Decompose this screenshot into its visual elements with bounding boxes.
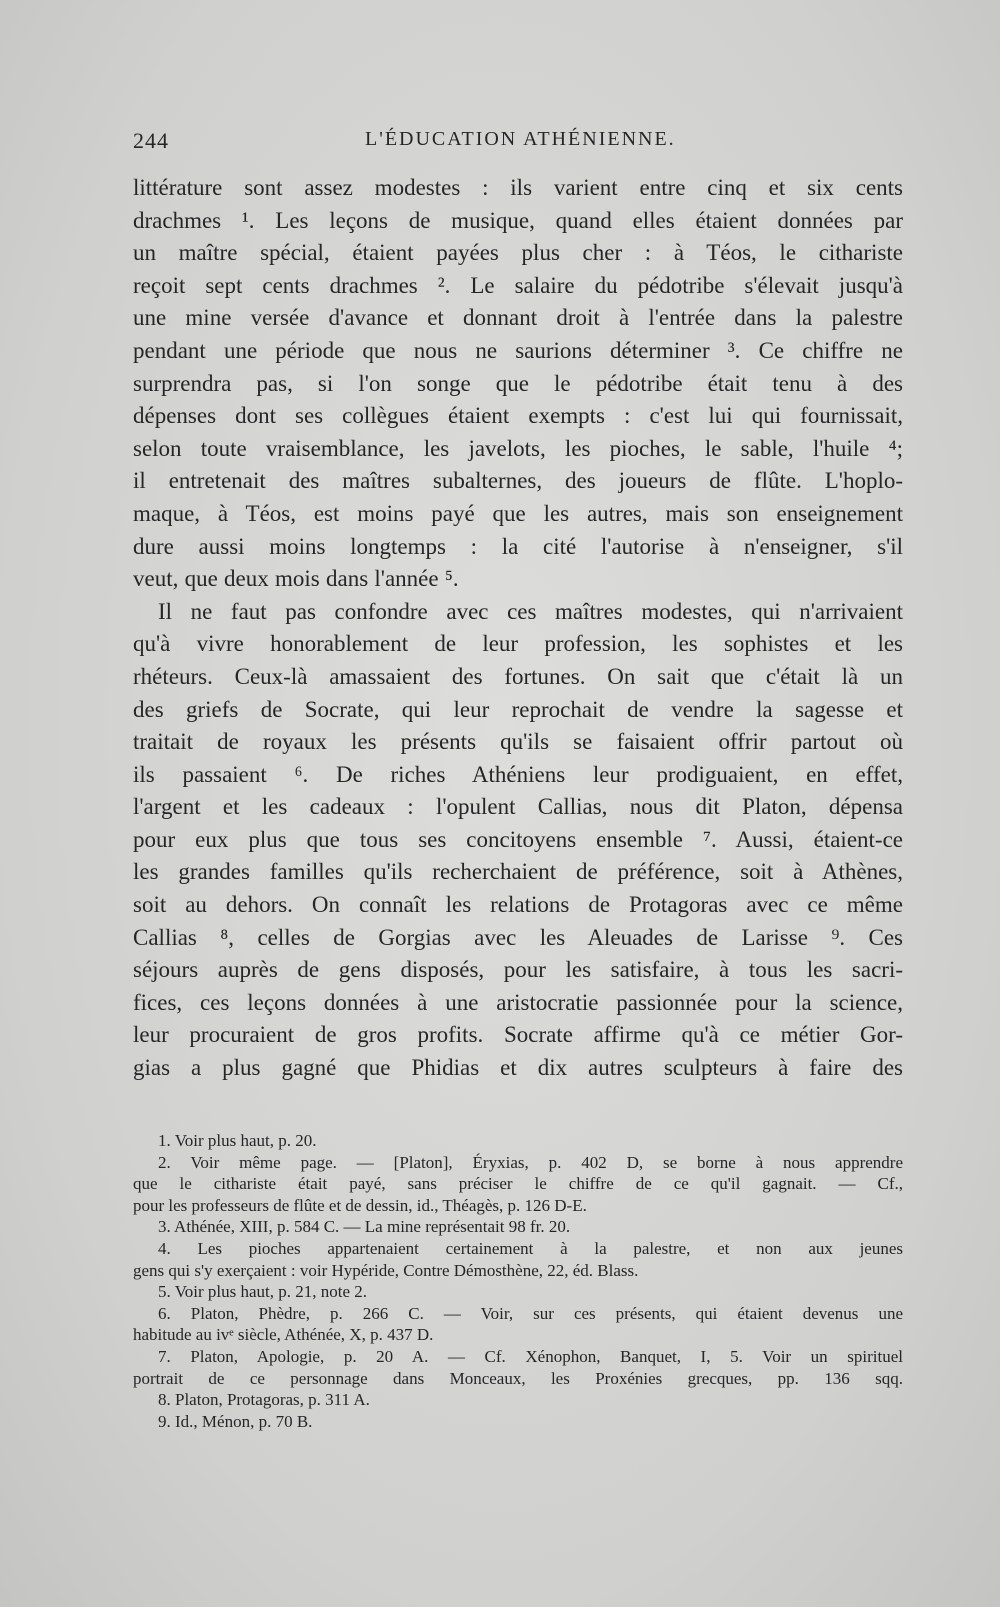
text-line: ils passaient ⁶. De riches Athéniens leur prodiguaient, en effet, (133, 761, 903, 787)
text-line: rhéteurs. Ceux-là amassaient des fortunes. On sait que c'était là un (133, 663, 903, 689)
footnote-line: 2. Voir même page. — [Platon], Éryxias, p. 402 D, se borne à nous apprendre (158, 1152, 903, 1172)
footnote-line: portrait de ce personnage dans Monceaux, les Proxénies grecques, pp. 136 sqq. (133, 1368, 903, 1388)
footnote-8 (133, 1389, 903, 1411)
footnote-line: pour les professeurs de flûte et de dessin, id., Théagès, p. 126 D-E. (133, 1195, 587, 1215)
text-line: pour eux plus que tous ses concitoyens ensemble ⁷. Aussi, étaient-ce (133, 826, 903, 852)
text-line: reçoit sept cents drachmes ². Le salaire du pédotribe s'élevait jusqu'à (133, 272, 903, 298)
text-line: l'argent et les cadeaux : l'opulent Callias, nous dit Platon, dépensa (133, 794, 903, 820)
text-line: fices, ces leçons données à une aristocratie passionnée pour la science, (133, 989, 903, 1015)
paragraph-1 (133, 172, 903, 596)
footnote-line: habitude au ivᵉ siècle, Athénée, X, p. 437 D. (133, 1325, 434, 1345)
text-line: un maître spécial, étaient payées plus cher : à Téos, le cithariste (133, 240, 903, 266)
footnote-line: 7. Platon, Apologie, p. 20 A. — Cf. Xénophon, Banquet, I, 5. Voir un spirituel (158, 1346, 903, 1366)
paragraph-2 (133, 596, 903, 1085)
text-line: soit au dehors. On connaît les relations de Protagoras avec ce même (133, 892, 903, 918)
page-number: 244 (133, 128, 169, 153)
footnote-1 (133, 1130, 903, 1152)
footnote-line: 8. Platon, Protagoras, p. 311 A. (158, 1390, 370, 1410)
footnote-line: gens qui s'y exerçaient : voir Hypéride, Contre Démosthène, 22, éd. Blass. (133, 1260, 639, 1280)
running-title: L'ÉDUCATION ATHÉNIENNE. (365, 128, 676, 150)
footnote-7 (133, 1346, 903, 1389)
footnote-line: 5. Voir plus haut, p. 21, note 2. (158, 1282, 368, 1302)
text-line: traitait de royaux les présents qu'ils se faisaient offrir partout où (133, 729, 903, 755)
footnote-5 (133, 1281, 903, 1303)
text-line: littérature sont assez modestes : ils varient entre cinq et six cents (133, 175, 903, 200)
footnote-line: 3. Athénée, XIII, p. 584 C. — La mine représentait 98 fr. 20. (158, 1217, 571, 1237)
text-line: veut, que deux mois dans l'année ⁵. (133, 566, 459, 592)
text-line: dépenses dont ses collègues étaient exempts : c'est lui qui fournissait, (133, 403, 903, 429)
footnote-line: que le cithariste était payé, sans préciser le chiffre de ce qu'il gagnait. — Cf., (133, 1174, 903, 1194)
text-line: leur procuraient de gros profits. Socrate affirme qu'à ce métier Gor- (133, 1022, 903, 1048)
text-line: selon toute vraisemblance, les javelots, les pioches, le sable, l'huile ⁴; (133, 435, 903, 461)
footnote-line: 4. Les pioches appartenaient certainement à la palestre, et non aux jeunes (158, 1238, 903, 1258)
text-line: des griefs de Socrate, qui leur reprochait de vendre la sagesse et (133, 696, 903, 722)
main-text (133, 172, 903, 1085)
text-line: les grandes familles qu'ils recherchaient de préférence, soit à Athènes, (133, 859, 903, 885)
text-line: qu'à vivre honorablement de leur profession, les sophistes et les (133, 631, 903, 657)
page-header (133, 128, 888, 158)
footnote-line: 9. Id., Ménon, p. 70 B. (158, 1411, 313, 1431)
text-line: Callias ⁸, celles de Gorgias avec les Aleuades de Larisse ⁹. Ces (133, 924, 903, 950)
footnote-4 (133, 1238, 903, 1281)
text-line: gias a plus gagné que Phidias et dix autres sculpteurs à faire des (133, 1055, 903, 1081)
text-line: pendant une période que nous ne saurions déterminer ³. Ce chiffre ne (133, 337, 903, 363)
text-line: Il ne faut pas confondre avec ces maîtres modestes, qui n'arrivaient (158, 598, 903, 624)
footnote-3 (133, 1216, 903, 1238)
footnotes (133, 1130, 903, 1432)
footnote-6 (133, 1303, 903, 1346)
footnote-2 (133, 1152, 903, 1217)
text-line: il entretenait des maîtres subalternes, des joueurs de flûte. L'hoplo- (133, 468, 903, 494)
footnote-9 (133, 1411, 903, 1433)
text-line: dure aussi moins longtemps : la cité l'autorise à n'enseigner, s'il (133, 533, 903, 559)
footnote-line: 1. Voir plus haut, p. 20. (158, 1131, 317, 1150)
text-line: séjours auprès de gens disposés, pour les satisfaire, à tous les sacri- (133, 957, 903, 983)
footnote-line: 6. Platon, Phèdre, p. 266 C. — Voir, sur ces présents, qui étaient devenus une (158, 1303, 903, 1323)
text-line: une mine versée d'avance et donnant droit à l'entrée dans la palestre (133, 305, 903, 331)
text-line: maque, à Téos, est moins payé que les autres, mais son enseignement (133, 500, 903, 526)
text-line: drachmes ¹. Les leçons de musique, quand elles étaient données par (133, 207, 903, 233)
text-line: surprendra pas, si l'on songe que le pédotribe était tenu à des (133, 370, 903, 396)
